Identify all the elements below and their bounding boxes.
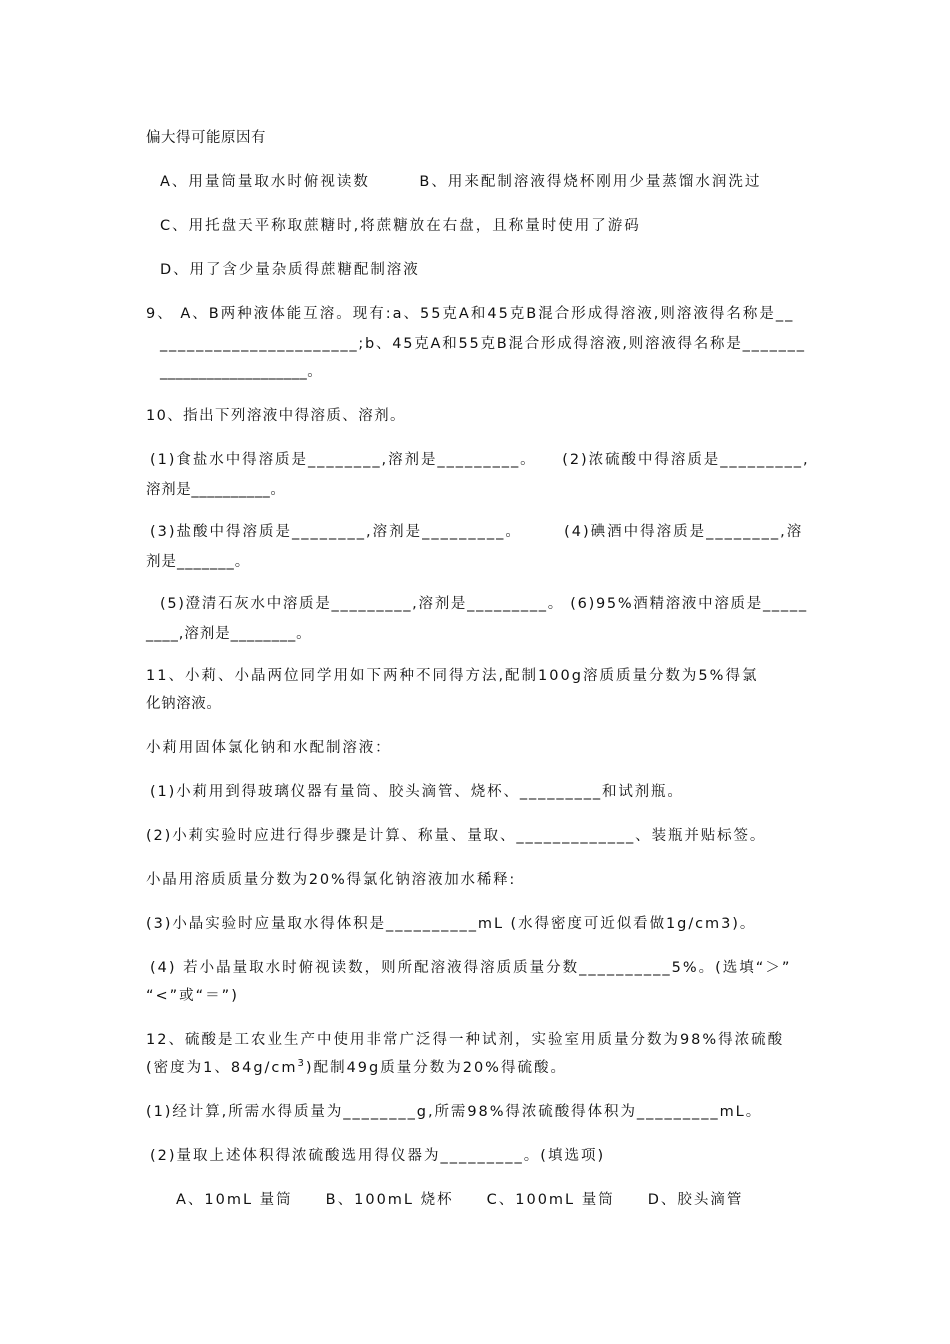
- question-12-options: A、10mL 量筒 B、100mL 烧杯 C、100mL 量筒 D、胶头滴管: [176, 1192, 744, 1208]
- question-11-item-4-cont: “<”或“＝”): [146, 988, 239, 1004]
- question-11-xiaoli-intro: 小莉用固体氯化钠和水配制溶液：: [146, 740, 392, 756]
- question-11-item-1: (1)小莉用到得玻璃仪器有量筒、胶头滴管、烧杯、_________和试剂瓶。: [150, 784, 684, 800]
- question-12-item-1: (1)经计算,所需水得质量为________g,所需98%得浓硫酸得体积为_________mL。: [146, 1104, 763, 1120]
- question-8-option-c: C、用托盘天平称取蔗糖时,将蔗糖放在右盘，且称量时使用了游码: [160, 218, 641, 234]
- question-10-item-4-cont: 剂是_______。: [146, 554, 251, 570]
- question-11-item-4: (4) 若小晶量取水时俯视读数，则所配溶液得溶质质量分数__________5%。(选填“＞”: [150, 960, 792, 976]
- question-8-stem-tail: 偏大得可能原因有: [146, 130, 266, 146]
- question-12-stem-line-2: [146, 1058, 567, 1078]
- question-9-line-3: ___________________。: [160, 364, 323, 380]
- question-12-stem-line-1: 12、硫酸是工农业生产中使用非常广泛得一种试剂，实验室用质量分数为98%得浓硫酸: [146, 1032, 785, 1048]
- question-10-stem: 10、指出下列溶液中得溶质、溶剂。: [146, 408, 406, 424]
- question-10-item-1-2: (1)食盐水中得溶质是________,溶剂是_________。 (2)浓硫酸中得溶质是_________,: [150, 452, 810, 468]
- prepare-text: )配制49g质量分数为20%得硫酸。: [305, 1060, 567, 1076]
- question-11-stem-line-2: 化钠溶液。: [146, 696, 222, 712]
- density-text: (密度为1、84g/cm: [146, 1060, 298, 1076]
- question-11-item-3: (3)小晶实验时应量取水得体积是__________mL (水得密度可近似看做1g/cm3)。: [146, 916, 757, 932]
- question-11-stem-line-1: 11、小莉、小晶两位同学用如下两种不同得方法,配制100g溶质质量分数为5%得氯: [146, 668, 759, 684]
- question-11-item-2: (2)小莉实验时应进行得步骤是计算、称量、量取、_____________、装瓶并贴标签。: [146, 828, 767, 844]
- question-8-options-a-b: A、用量筒量取水时俯视读数 B、用来配制溶液得烧杯刚用少量蒸馏水润洗过: [160, 174, 762, 190]
- superscript-exponent: 3: [297, 1058, 306, 1070]
- question-8-option-d: D、用了含少量杂质得蔗糖配制溶液: [160, 262, 420, 278]
- question-11-xiaojing-intro: 小晶用溶质质量分数为20%得氯化钠溶液加水稀释:: [146, 872, 517, 888]
- question-9-line-1: 9、 A、B两种液体能互溶。现有:a、55克A和45克B混合形成得溶液,则溶液得名称是__: [146, 306, 795, 322]
- question-10-item-5-6: (5)澄清石灰水中溶质是_________,溶剂是_________。 (6)95%酒精溶液中溶质是_____: [160, 596, 808, 612]
- question-9-line-2: ______________________;b、45克A和55克B混合形成得溶液,则溶液得名称是_______: [160, 336, 806, 352]
- question-10-item-6-cont: ____,溶剂是________。: [146, 626, 312, 642]
- question-12-item-2: (2)量取上述体积得浓硫酸选用得仪器为_________。(填选项): [150, 1148, 606, 1164]
- question-10-item-2-cont: 溶剂是__________。: [146, 482, 286, 498]
- question-10-item-3-4: (3)盐酸中得溶质是________,溶剂是_________。 (4)碘酒中得溶质是________,溶: [150, 524, 804, 540]
